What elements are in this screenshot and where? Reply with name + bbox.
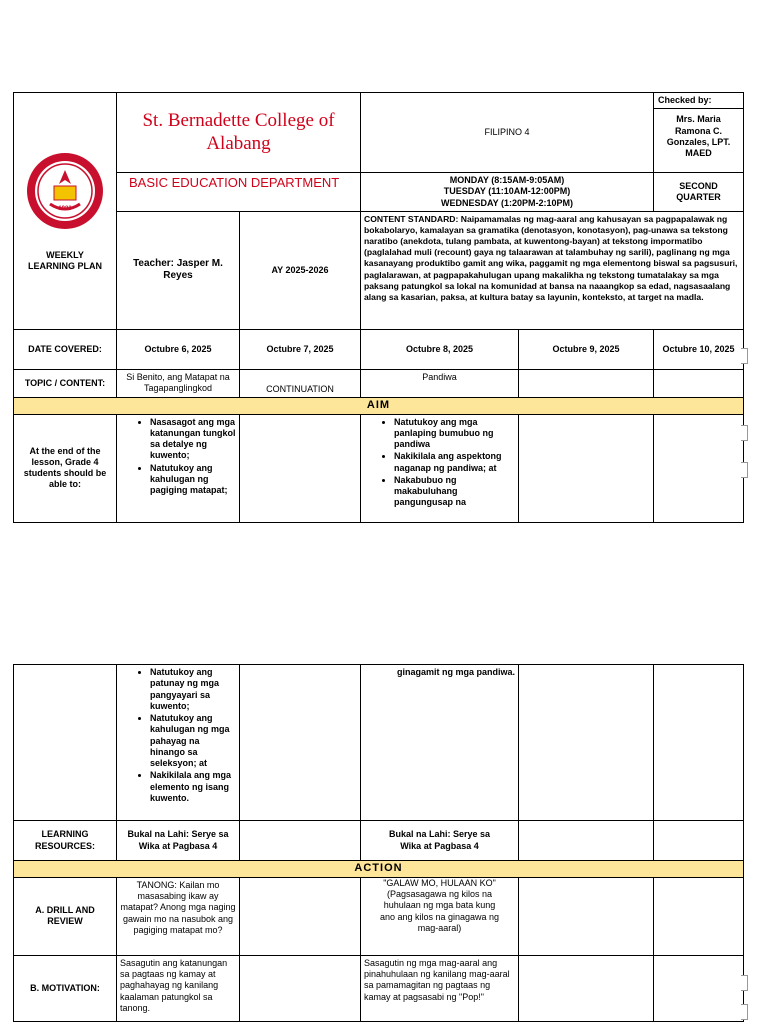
- plan-table-continued: [13, 664, 744, 1022]
- aim-cont-day-1-list: [120, 667, 236, 804]
- topic-label: TOPIC / CONTENT:: [14, 369, 117, 397]
- drill-day-1: TANONG: Kailan mo masasabing ikaw ay matapat? Anong mga naging gawain mo na nasubok ang pagiging matapat mo?: [117, 877, 240, 955]
- date-day-4: Octubre 9, 2025: [519, 329, 654, 369]
- date-day-1: Octubre 6, 2025: [117, 329, 240, 369]
- drill-day-4: [519, 877, 654, 955]
- topic-day-5: [654, 369, 744, 397]
- drill-day-3: "GALAW MO, HULAAN KO" (Pagsasagawa ng kilos na huhulaan ng mga bata kung ano ang kilos na ginagawa ng mag-aaral): [361, 877, 519, 955]
- motivation-day-1: Sasagutin ang katanungan sa pagtaas ng kamay at paghahayag ng kanilang kaalaman patungkol sa tanong.: [117, 955, 240, 1021]
- department-name: BASIC EDUCATION DEPARTMENT: [117, 173, 361, 212]
- page-one: [13, 92, 743, 523]
- resources-day-5: [654, 821, 744, 861]
- resources-label: LEARNING RESOURCES:: [14, 821, 117, 861]
- aim-day-4: [519, 414, 654, 522]
- teacher-name: Teacher: Jasper M. Reyes: [117, 211, 240, 329]
- date-day-3: Octubre 8, 2025: [361, 329, 519, 369]
- resources-day-2: [240, 821, 361, 861]
- aim-cont-day-3-text: ginagamit ng mga pandiwa.: [397, 667, 516, 677]
- aim-day-3: [361, 414, 519, 522]
- drill-day-2: [240, 877, 361, 955]
- motivation-day-5: [654, 955, 744, 1021]
- page-two: [13, 664, 743, 1022]
- list-item: • Natutukoy ang patunay ng mga pangyayari sa kuwento;: [150, 667, 236, 712]
- logo-plan-cell: [14, 93, 117, 330]
- list-item: • Nakabubuo ng makabuluhang pangungusap na: [394, 475, 515, 509]
- aim-cont-day-3: [361, 665, 519, 821]
- margin-marker: [741, 1004, 748, 1020]
- list-item: • Natutukoy ang kahulugan ng pagiging matapat;: [150, 463, 236, 497]
- aim-label: At the end of the lesson, Grade 4 students should be able to:: [14, 414, 117, 522]
- margin-marker: [741, 425, 748, 441]
- aim-day-3-list: [364, 417, 515, 509]
- checked-by-label: Checked by:: [654, 93, 743, 109]
- schedule-monday: MONDAY (8:15AM-9:05AM): [449, 175, 565, 185]
- school-seal-icon: [24, 150, 106, 232]
- schedule-tuesday: TUESDAY (11:10AM-12:00PM): [443, 186, 571, 197]
- aim-cont-day-4: [519, 665, 654, 821]
- action-band: ACTION: [14, 861, 744, 878]
- aim-cont-day-5: [654, 665, 744, 821]
- quarter-label: SECOND QUARTER: [654, 173, 744, 212]
- school-logo: [17, 150, 113, 232]
- aim-day-2: [240, 414, 361, 522]
- aim-cont-label: [14, 665, 117, 821]
- margin-marker: [741, 348, 748, 364]
- svg-text:1983: 1983: [58, 205, 72, 212]
- content-standard: CONTENT STANDARD: Naipamamalas ng mag-aaral ang kahusayan sa pagpapalawak ng bokabolaryo, kamalayan sa gramatika (denotasyon, konotasyon), pag-unawa sa tekstong naratibo (anekdota, tulang pambata, at kuwentong-bayan) at tekstong impormatibo (paglalahad muli (recount) gaya ng talaarawan at talambuhay ng sarili), paglinang ng mga kasanayang produktibo gamit ang wika, paggamit ng mga elementong biswal sa pagsusuri, paglalarawan, at pagpapakahulugan upang makalikha ng tekstong tumatalakay sa mga paksang patungkol sa lokal na komunidad at bansa na naaangkop sa edad, nagsasaalang alang sa kasarian, paksa, at kultura batay sa layunin, konteksto, at target na madla.: [361, 211, 744, 329]
- topic-day-3: Pandiwa: [361, 369, 519, 397]
- date-covered-label: DATE COVERED:: [14, 329, 117, 369]
- motivation-day-2: [240, 955, 361, 1021]
- topic-day-2: CONTINUATION: [240, 369, 361, 397]
- aim-band: AIM: [14, 397, 744, 414]
- aim-cont-day-1: [117, 665, 240, 821]
- motivation-day-3: Sasagutin ng mga mag-aaral ang pinahuhulaan ng kanilang mag-aaral sa pamamagitan ng pagtaas ng kamay at pagsasabi ng "Pop!": [361, 955, 519, 1021]
- motivation-label: B. MOTIVATION:: [14, 955, 117, 1021]
- resources-day-4: [519, 821, 654, 861]
- margin-marker: [741, 975, 748, 991]
- date-day-2: Octubre 7, 2025: [240, 329, 361, 369]
- list-item: • Natutukoy ang kahulugan ng mga pahayag na hinango sa seleksyon; at: [150, 713, 236, 769]
- schedule-wednesday: WEDNESDAY (1:20PM-2:10PM): [441, 197, 574, 208]
- date-day-5: Octubre 10, 2025: [654, 329, 744, 369]
- academic-year: AY 2025-2026: [240, 211, 361, 329]
- list-item: • Nakikilala ang mga elemento ng isang kuwento.: [150, 770, 236, 804]
- schedule-cell: [361, 173, 654, 212]
- aim-day-1-list: [120, 417, 236, 497]
- plan-title: WEEKLY LEARNING PLAN: [28, 249, 102, 271]
- topic-day-4: [519, 369, 654, 397]
- aim-day-5: [654, 414, 744, 522]
- motivation-day-4: [519, 955, 654, 1021]
- topic-day-1: Si Benito, ang Matapat na Tagapanglingkod: [117, 369, 240, 397]
- resources-day-3: Bukal na Lahi: Serye sa Wika at Pagbasa 4: [361, 821, 519, 861]
- school-name: St. Bernadette College of Alabang: [117, 93, 361, 173]
- checker-name: Mrs. Maria Ramona C. Gonzales, LPT. MAED: [666, 114, 731, 158]
- list-item: • Nasasagot ang mga katanungan tungkol sa detalye ng kuwento;: [150, 417, 236, 462]
- resources-day-1: Bukal na Lahi: Serye sa Wika at Pagbasa 4: [117, 821, 240, 861]
- list-item: • Nakikilala ang aspektong naganap ng pandiwa; at: [394, 451, 515, 474]
- drill-label: A. DRILL AND REVIEW: [14, 877, 117, 955]
- header-table: [13, 92, 744, 523]
- aim-day-1: [117, 414, 240, 522]
- subject-name: FILIPINO 4: [361, 93, 654, 173]
- aim-cont-day-2: [240, 665, 361, 821]
- margin-marker: [741, 462, 748, 478]
- drill-day-5: [654, 877, 744, 955]
- list-item: • Natutukoy ang mga panlaping bumubuo ng pandiwa: [394, 417, 515, 451]
- checked-by-cell: [654, 93, 744, 173]
